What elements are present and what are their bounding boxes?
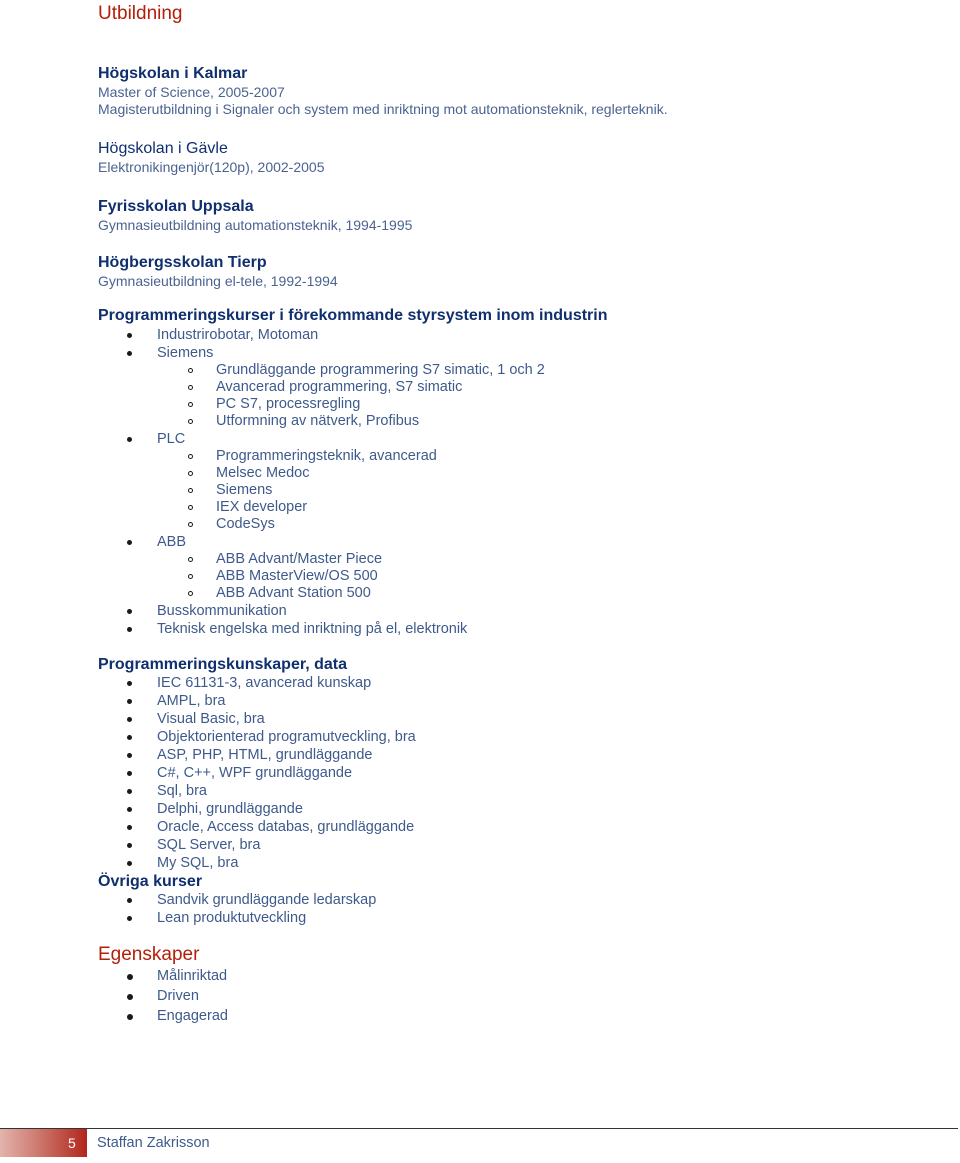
list-item: C#, C++, WPF grundläggande bbox=[157, 765, 353, 781]
courses-heading: Programmeringskurser i förekommande styrsystem inom industrin bbox=[98, 307, 608, 324]
circle-bullet-icon bbox=[188, 419, 193, 424]
list-item: SQL Server, bra bbox=[157, 837, 261, 853]
school-detail: Gymnasieutbildning automationsteknik, 1994-1995 bbox=[98, 217, 413, 233]
circle-bullet-icon bbox=[188, 368, 193, 373]
school-name: Fyrisskolan Uppsala bbox=[98, 198, 254, 215]
list-item: Sandvik grundläggande ledarskap bbox=[157, 892, 377, 908]
school-detail: Master of Science, 2005-2007 bbox=[98, 84, 285, 100]
other-courses-heading: Övriga kurser bbox=[98, 873, 203, 890]
sub-list-item: Melsec Medoc bbox=[216, 465, 310, 481]
bullet-icon bbox=[127, 540, 132, 545]
circle-bullet-icon bbox=[188, 402, 193, 407]
bullet-icon bbox=[127, 609, 132, 614]
sub-list-item: Avancerad programmering, S7 simatic bbox=[216, 379, 463, 395]
circle-bullet-icon bbox=[188, 574, 193, 579]
sub-list-item: IEX developer bbox=[216, 499, 308, 515]
list-item: Engagerad bbox=[157, 1008, 228, 1024]
list-item: Delphi, grundläggande bbox=[157, 801, 303, 817]
sub-list-item: Grundläggande programmering S7 simatic, 1 och 2 bbox=[216, 362, 545, 378]
bullet-icon bbox=[127, 916, 132, 921]
list-item: ABB bbox=[157, 534, 187, 550]
sub-list-item: ABB MasterView/OS 500 bbox=[216, 568, 378, 584]
school-name: Högskolan i Gävle bbox=[98, 140, 228, 157]
circle-bullet-icon bbox=[188, 471, 193, 476]
bullet-icon bbox=[127, 627, 132, 632]
bullet-icon bbox=[127, 771, 132, 776]
bullet-icon bbox=[127, 807, 132, 812]
sub-list-item: Utformning av nätverk, Profibus bbox=[216, 413, 420, 429]
bullet-icon bbox=[127, 994, 133, 1000]
list-item: IEC 61131-3, avancerad kunskap bbox=[157, 675, 372, 691]
section-heading-utbildning: Utbildning bbox=[98, 3, 183, 24]
list-item: Målinriktad bbox=[157, 968, 228, 984]
bullet-icon bbox=[127, 437, 132, 442]
school-name: Högbergsskolan Tierp bbox=[98, 254, 267, 271]
bullet-icon bbox=[127, 898, 132, 903]
list-item: Oracle, Access databas, grundläggande bbox=[157, 819, 415, 835]
sub-list-item: Programmeringsteknik, avancerad bbox=[216, 448, 437, 464]
bullet-icon bbox=[127, 351, 132, 356]
circle-bullet-icon bbox=[188, 385, 193, 390]
bullet-icon bbox=[127, 333, 132, 338]
circle-bullet-icon bbox=[188, 454, 193, 459]
bullet-icon bbox=[127, 1014, 133, 1020]
list-item: Visual Basic, bra bbox=[157, 711, 265, 727]
footer-divider bbox=[0, 1128, 958, 1129]
school-name: Högskolan i Kalmar bbox=[98, 65, 248, 82]
list-item: Siemens bbox=[157, 345, 214, 361]
list-item: ASP, PHP, HTML, grundläggande bbox=[157, 747, 373, 763]
list-item: Lean produktutveckling bbox=[157, 910, 307, 926]
bullet-icon bbox=[127, 681, 132, 686]
sub-list-item: Siemens bbox=[216, 482, 273, 498]
sub-list-item: ABB Advant Station 500 bbox=[216, 585, 371, 601]
skills-heading: Programmeringskunskaper, data bbox=[98, 656, 347, 673]
list-item: PLC bbox=[157, 431, 186, 447]
list-item: Busskommunikation bbox=[157, 603, 287, 619]
list-item: Industrirobotar, Motoman bbox=[157, 327, 319, 343]
bullet-icon bbox=[127, 789, 132, 794]
page-number: 5 bbox=[68, 1135, 76, 1151]
circle-bullet-icon bbox=[188, 488, 193, 493]
list-item: Sql, bra bbox=[157, 783, 207, 799]
footer-author-name: Staffan Zakrisson bbox=[97, 1135, 210, 1151]
school-detail: Elektronikingenjör(120p), 2002-2005 bbox=[98, 159, 325, 175]
circle-bullet-icon bbox=[188, 591, 193, 596]
list-item: Driven bbox=[157, 988, 199, 1004]
bullet-icon bbox=[127, 699, 132, 704]
bullet-icon bbox=[127, 825, 132, 830]
bullet-icon bbox=[127, 735, 132, 740]
list-item: Teknisk engelska med inriktning på el, elektronik bbox=[157, 621, 468, 637]
section-heading-egenskaper: Egenskaper bbox=[98, 944, 200, 965]
list-item: My SQL, bra bbox=[157, 855, 239, 871]
school-detail: Gymnasieutbildning el-tele, 1992-1994 bbox=[98, 273, 338, 289]
circle-bullet-icon bbox=[188, 557, 193, 562]
bullet-icon bbox=[127, 861, 132, 866]
circle-bullet-icon bbox=[188, 505, 193, 510]
sub-list-item: CodeSys bbox=[216, 516, 275, 532]
bullet-icon bbox=[127, 753, 132, 758]
circle-bullet-icon bbox=[188, 522, 193, 527]
bullet-icon bbox=[127, 974, 133, 980]
bullet-icon bbox=[127, 717, 132, 722]
list-item: Objektorienterad programutveckling, bra bbox=[157, 729, 416, 745]
bullet-icon bbox=[127, 843, 132, 848]
school-detail: Magisterutbildning i Signaler och system med inriktning mot automationsteknik, reglerteknik. bbox=[98, 101, 668, 117]
sub-list-item: ABB Advant/Master Piece bbox=[216, 551, 383, 567]
list-item: AMPL, bra bbox=[157, 693, 226, 709]
sub-list-item: PC S7, processregling bbox=[216, 396, 361, 412]
